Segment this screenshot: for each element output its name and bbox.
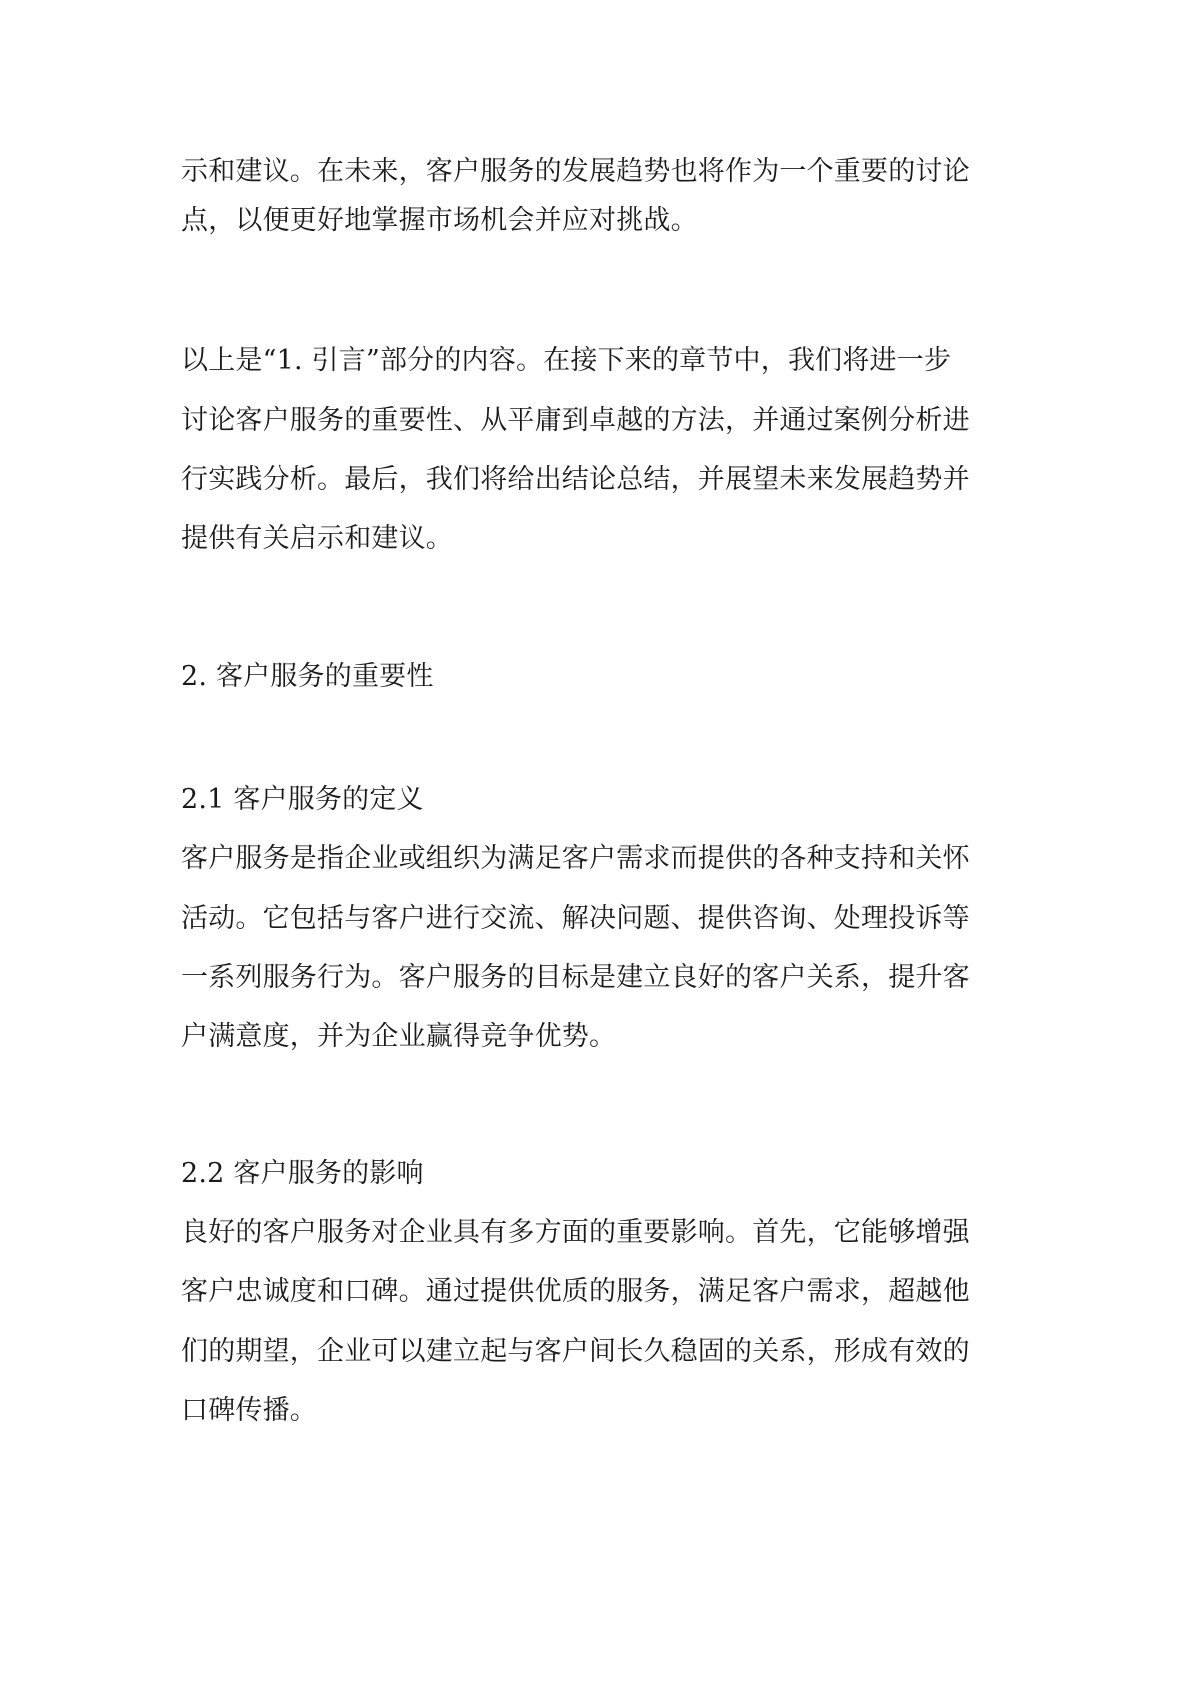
paragraph-line: 提供有关启示和建议。: [181, 523, 453, 554]
paragraph-line: 讨论客户服务的重要性、从平庸到卓越的方法，并通过案例分析进: [181, 405, 970, 436]
paragraph-line: 客户忠诚度和口碑。通过提供优质的服务，满足客户需求，超越他: [181, 1276, 970, 1307]
paragraph-line: 一系列服务行为。客户服务的目标是建立良好的客户关系，提升客: [181, 962, 970, 993]
paragraph-line: 客户服务是指企业或组织为满足客户需求而提供的各种支持和关怀: [181, 843, 970, 874]
paragraph-line: 们的期望，企业可以建立起与客户间长久稳固的关系，形成有效的: [181, 1336, 970, 1367]
paragraph-line: 活动。它包括与客户进行交流、解决问题、提供咨询、处理投诉等: [181, 903, 970, 934]
paragraph-line: 示和建议。在未来，客户服务的发展趋势也将作为一个重要的讨论: [181, 156, 970, 187]
paragraph-line: 点，以便更好地掌握市场机会并应对挑战。: [181, 205, 698, 236]
paragraph-line: 行实践分析。最后，我们将给出结论总结，并展望未来发展趋势并: [181, 464, 970, 495]
paragraph-line: 户满意度，并为企业赢得竞争优势。: [181, 1021, 617, 1052]
section-heading: 2. 客户服务的重要性: [181, 661, 434, 692]
paragraph-line: 口碑传播。: [181, 1395, 317, 1426]
subsection-heading: 2.2 客户服务的影响: [181, 1158, 424, 1189]
paragraph-line: 良好的客户服务对企业具有多方面的重要影响。首先，它能够增强: [181, 1217, 970, 1248]
paragraph-line: 以上是“1. 引言”部分的内容。在接下来的章节中，我们将进一步: [181, 345, 952, 376]
subsection-heading: 2.1 客户服务的定义: [181, 784, 424, 815]
